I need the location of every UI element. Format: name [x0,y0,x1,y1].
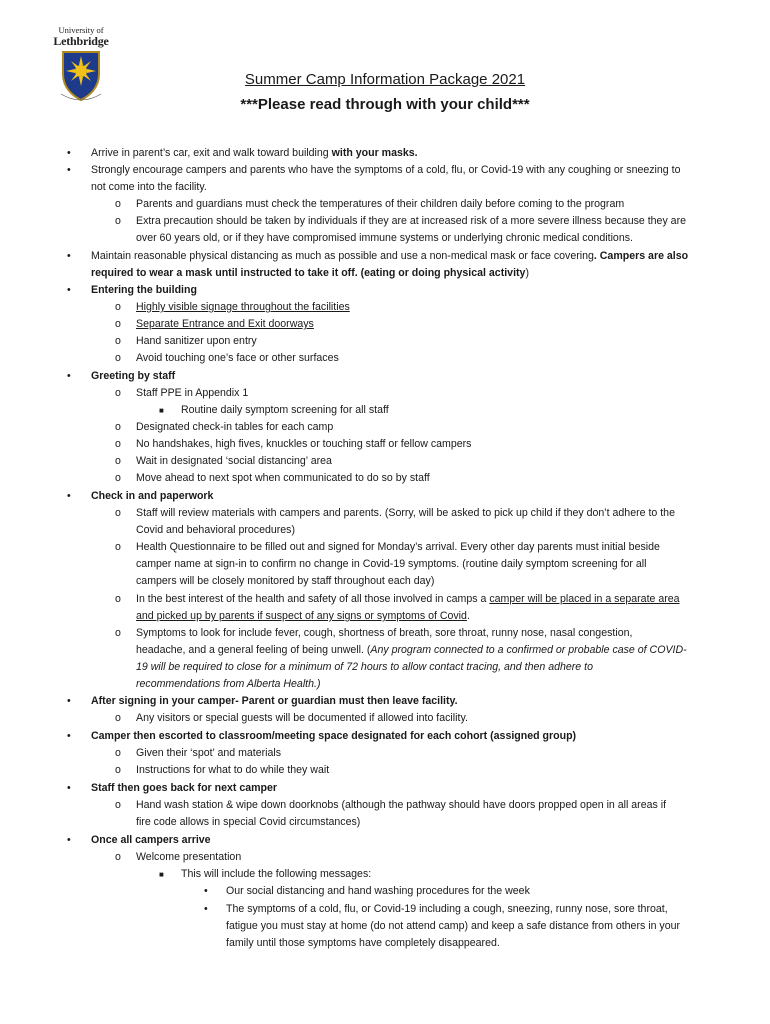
circle-bullet-icon: o [115,712,121,724]
list-heading: Staff then goes back for next camper [91,782,278,794]
list-item: Move ahead to next spot when communicated to do so by staff [136,472,430,484]
bullet-icon: • [67,695,71,707]
circle-bullet-icon: o [115,455,121,467]
list-item: Hand sanitizer upon entry [136,335,257,347]
list-item-cont: and picked up by parents if suspect of any signs or symptoms of Covid. [136,610,470,622]
bullet-icon: • [67,164,71,176]
list-heading: Once all campers arrive [91,834,211,846]
logo-line2: Lethbridge [53,34,109,48]
list-item-cont: Covid and behavioral procedures) [136,524,295,536]
bullet-icon: • [67,147,71,159]
list-heading: After signing in your camper- Parent or guardian must then leave facility. [91,695,458,707]
circle-bullet-icon: o [115,799,121,811]
bullet-icon: • [67,490,71,502]
university-logo [52,26,110,102]
list-item: Hand wash station & wipe down doorknobs (although the pathway should have doors propped open in all areas if [136,799,667,811]
document-title: Summer Camp Information Package 2021 [244,71,526,88]
circle-bullet-icon: o [115,387,121,399]
list-item-cont: fatigue you must stay at home (do not attend camp) and keep a safe distance from others in your [226,920,681,932]
circle-bullet-icon: o [115,438,121,450]
bullet-icon: • [67,250,71,262]
bullet-icon: • [67,370,71,382]
list-item: Symptoms to look for include fever, cough, shortness of breath, sore throat, runny nose, nasal congestion, [136,627,633,639]
circle-bullet-icon: o [115,747,121,759]
circle-bullet-icon: o [115,352,121,364]
list-item: Instructions for what to do while they wait [136,764,330,776]
circle-bullet-icon: o [115,215,121,227]
list-item: Extra precaution should be taken by individuals if they are at increased risk of a more severe illness because they are [136,215,686,227]
circle-bullet-icon: o [115,301,121,313]
list-heading: Greeting by staff [91,370,176,382]
list-item: Staff PPE in Appendix 1 [136,387,249,399]
circle-bullet-icon: o [115,627,121,639]
list-item-cont: camper name at sign-in to confirm no change in Covid-19 symptoms. (routine daily symptom screening for all [136,558,647,570]
list-item: Maintain reasonable physical distancing as much as possible and use a non-medical mask or face covering. Campers are also [91,250,689,262]
list-item-cont: required to wear a mask until instructed to take it off. (eating or doing physical activity) [91,267,529,279]
list-item: Arrive in parent’s car, exit and walk toward building with your masks. [91,147,418,159]
bullet-icon: • [67,834,71,846]
square-bullet-icon: ■ [159,406,164,415]
list-item-cont: headache, and a general feeling of being unwell. (Any program connected to a confirmed or probable case of COVID- [136,644,687,656]
circle-bullet-icon: o [115,764,121,776]
list-item: Given their ‘spot’ and materials [136,747,282,759]
list-heading: Entering the building [91,284,197,296]
circle-bullet-icon: o [115,593,121,605]
list-item: Health Questionnaire to be filled out and signed for Monday’s arrival. Every other day parents must initial beside [136,541,660,553]
list-item: Parents and guardians must check the temperatures of their children daily before coming to the program [136,198,625,210]
bullet-icon: • [67,782,71,794]
list-item: Wait in designated ‘social distancing’ area [136,455,332,467]
circle-bullet-icon: o [115,421,121,433]
circle-bullet-icon: o [115,851,121,863]
bullet-icon: • [67,730,71,742]
list-item-cont: family until those symptoms have completely disappeared. [226,937,500,949]
list-item: This will include the following messages: [181,868,372,880]
square-bullet-icon: ■ [159,870,164,879]
bullet-icon: • [204,903,208,915]
list-item: Welcome presentation [136,851,242,863]
bullet-icon: • [67,284,71,296]
bullet-icon: • [204,885,208,897]
list-item-cont: not come into the facility. [91,181,207,193]
document-subtitle: ***Please read through with your child*** [240,96,530,113]
circle-bullet-icon: o [115,198,121,210]
circle-bullet-icon: o [115,318,121,330]
logo-line1: University of [58,25,104,35]
list-item: No handshakes, high fives, knuckles or touching staff or fellow campers [136,438,472,450]
list-item: Avoid touching one’s face or other surfaces [136,352,339,364]
list-item: Separate Entrance and Exit doorways [136,318,314,330]
list-heading: Check in and paperwork [91,490,214,502]
list-item: In the best interest of the health and safety of all those involved in camps a camper will be placed in a separate area [136,593,680,605]
list-item: Any visitors or special guests will be documented if allowed into facility. [136,712,468,724]
list-item-cont: fire code allows in special Covid circumstances) [136,816,361,828]
list-item: Designated check-in tables for each camp [136,421,334,433]
list-item-cont: 19 will be required to close for a minimum of 72 hours to allow contact tracing, and then adhere to [136,661,593,673]
list-item: Our social distancing and hand washing procedures for the week [226,885,530,897]
circle-bullet-icon: o [115,472,121,484]
list-item-cont: over 60 years old, or if they have compromised immune systems or underlying chronic medical conditions. [136,232,633,244]
list-item-cont: campers will be closely monitored by staff throughout each day) [136,575,435,587]
list-item: Routine daily symptom screening for all staff [181,404,389,416]
list-item: Highly visible signage throughout the facilities [136,301,350,313]
list-item: Strongly encourage campers and parents who have the symptoms of a cold, flu, or Covid-19 with any coughing or sneezing to [91,164,681,176]
circle-bullet-icon: o [115,507,121,519]
list-item: Staff will review materials with campers and parents. (Sorry, will be asked to pick up child if they don’t adhere to the [136,507,675,519]
circle-bullet-icon: o [115,335,121,347]
list-item: The symptoms of a cold, flu, or Covid-19 including a cough, sneezing, runny nose, sore throat, [226,903,668,915]
list-item-cont: recommendations from Alberta Health.) [136,678,321,690]
list-heading: Camper then escorted to classroom/meeting space designated for each cohort (assigned group) [91,730,577,742]
circle-bullet-icon: o [115,541,121,553]
